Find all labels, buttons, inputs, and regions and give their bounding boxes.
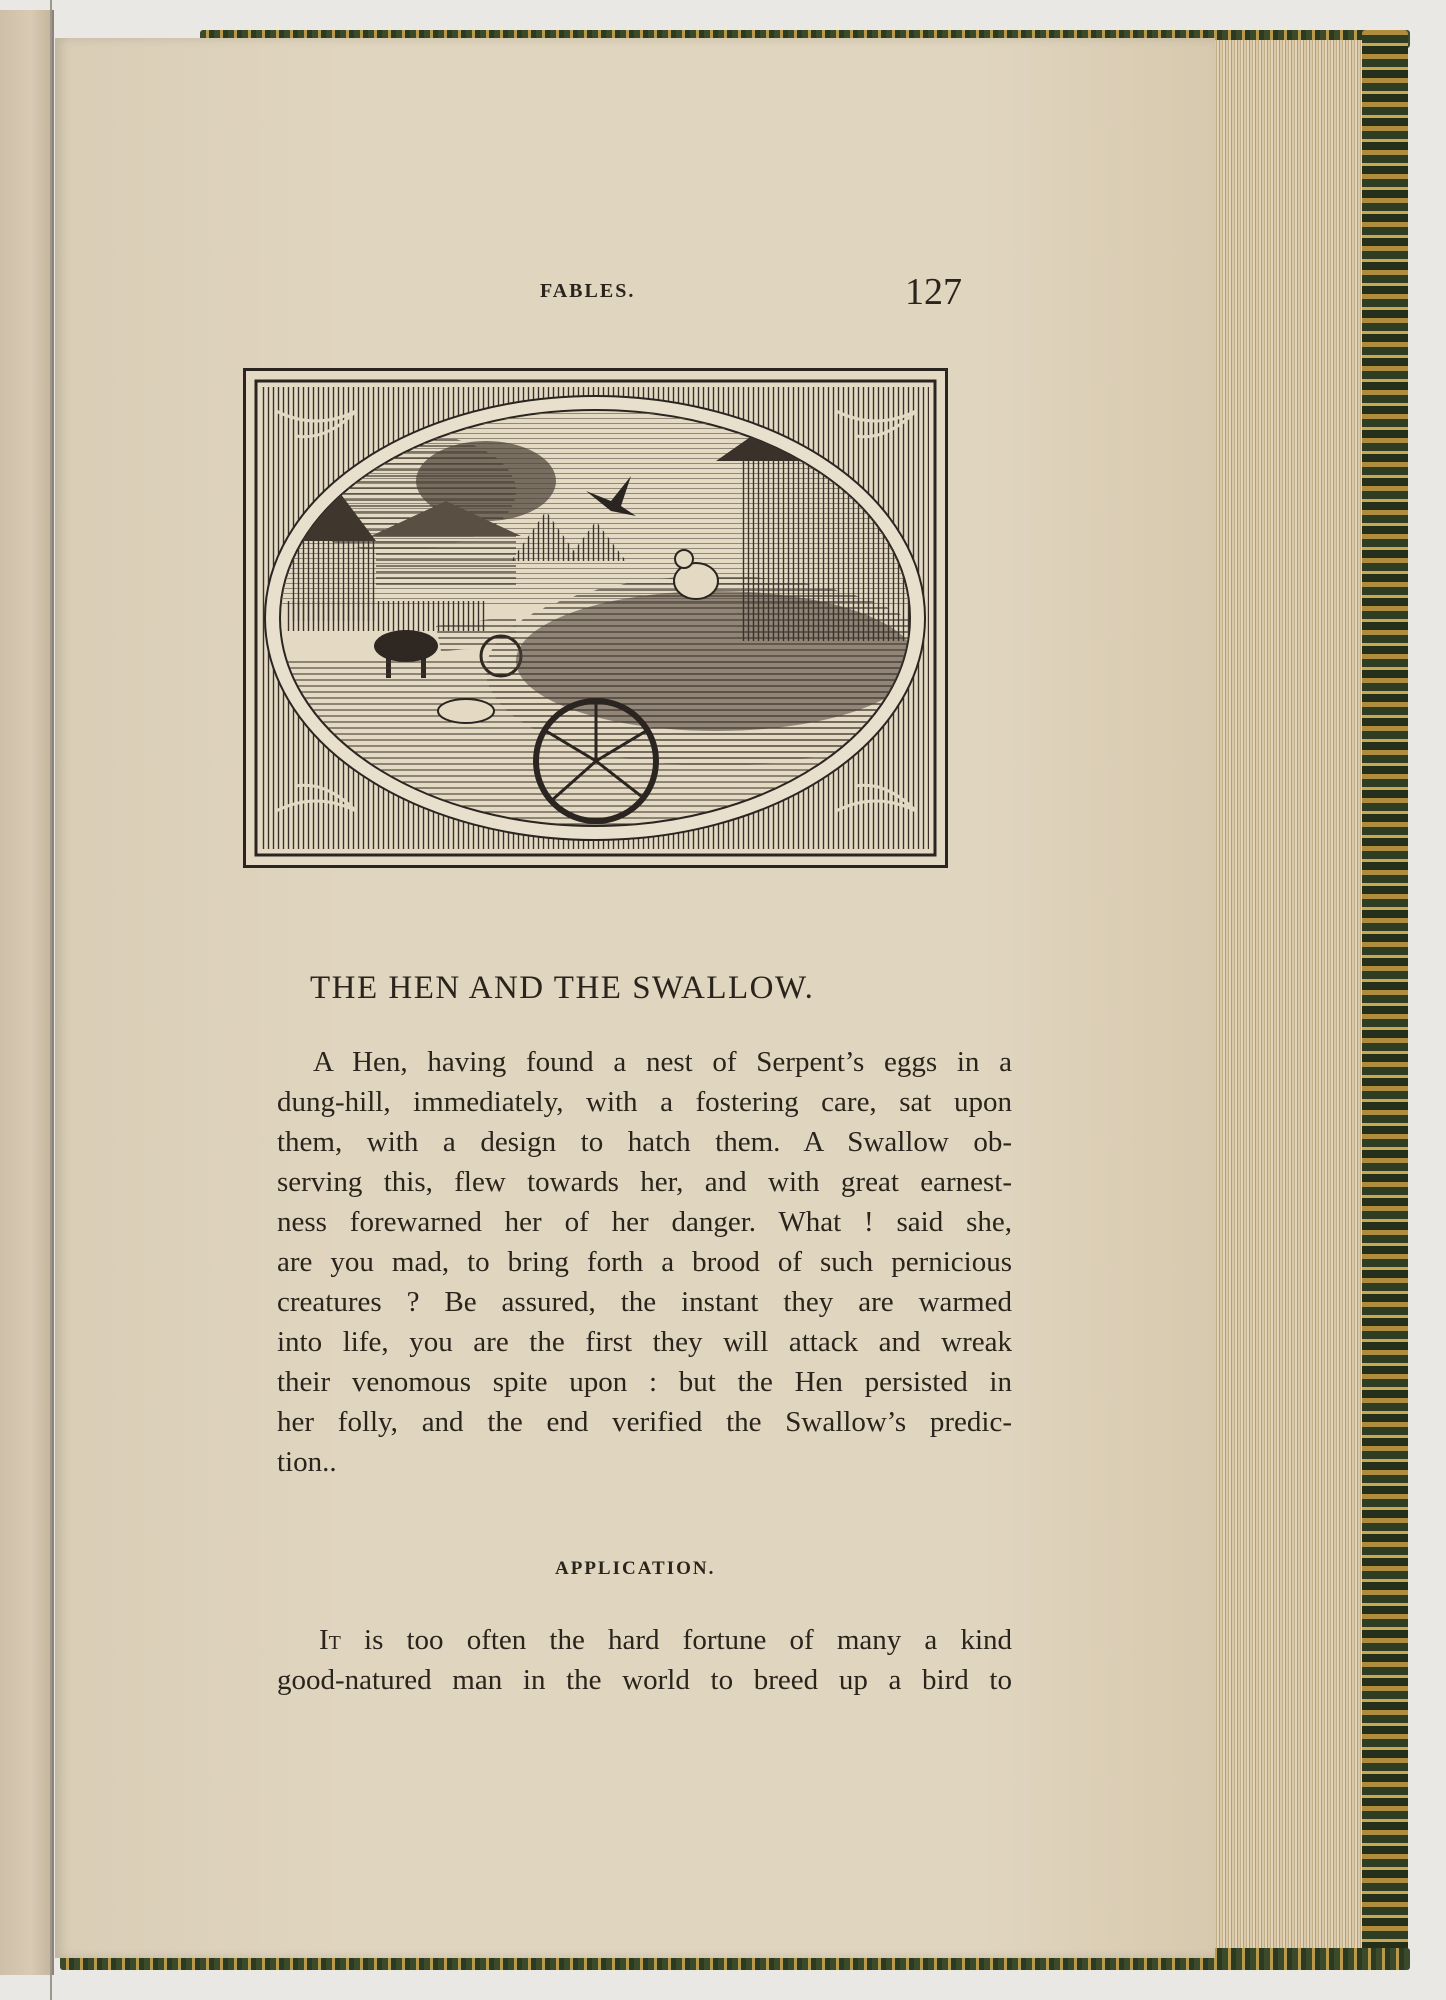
gutter-line <box>50 0 52 2000</box>
text-line: creatures ? Be assured, the instant they are warmed <box>277 1286 1012 1318</box>
text-line: A Hen, having found a nest of Serpent’s eggs in a <box>313 1046 1012 1078</box>
fable-title: THE HEN AND THE SWALLOW. <box>310 970 815 1006</box>
text-line: ness forewarned her of her danger. What ! said she, <box>277 1206 1012 1238</box>
application-text <box>277 1620 1012 1700</box>
application-line-rest: is too often the hard fortune of many a kind <box>340 1624 1012 1656</box>
book-page <box>55 38 1215 1958</box>
text-line: them, with a design to hatch them. A Swallow ob- <box>277 1126 1012 1158</box>
text-line: into life, you are the first they will attack and wreak <box>277 1326 1012 1358</box>
application-heading: APPLICATION. <box>555 1558 716 1579</box>
application-line <box>277 1620 1012 1660</box>
woodcut-illustration <box>243 368 948 868</box>
fable-text <box>277 1042 1012 1482</box>
running-head: FABLES. <box>540 280 636 302</box>
application-line: good-natured man in the world to breed up a bird to <box>277 1664 1012 1696</box>
left-facing-page <box>0 10 54 1975</box>
text-line: tion.. <box>277 1446 337 1478</box>
application-first-word: It <box>319 1624 341 1656</box>
text-line: her folly, and the end verified the Swallow’s predic- <box>277 1406 1012 1438</box>
text-line: are you mad, to bring forth a brood of such pernicious <box>277 1246 1012 1278</box>
cover-gilt-edge <box>1362 30 1408 1965</box>
text-line: serving this, flew towards her, and with great earnest- <box>277 1166 1012 1198</box>
page-number: 127 <box>905 271 962 313</box>
text-line: dung-hill, immediately, with a fostering care, sat upon <box>277 1086 1012 1118</box>
woodcut-image <box>246 371 945 865</box>
page-fore-edge <box>1205 40 1370 1955</box>
text-line: their venomous spite upon : but the Hen persisted in <box>277 1366 1012 1398</box>
